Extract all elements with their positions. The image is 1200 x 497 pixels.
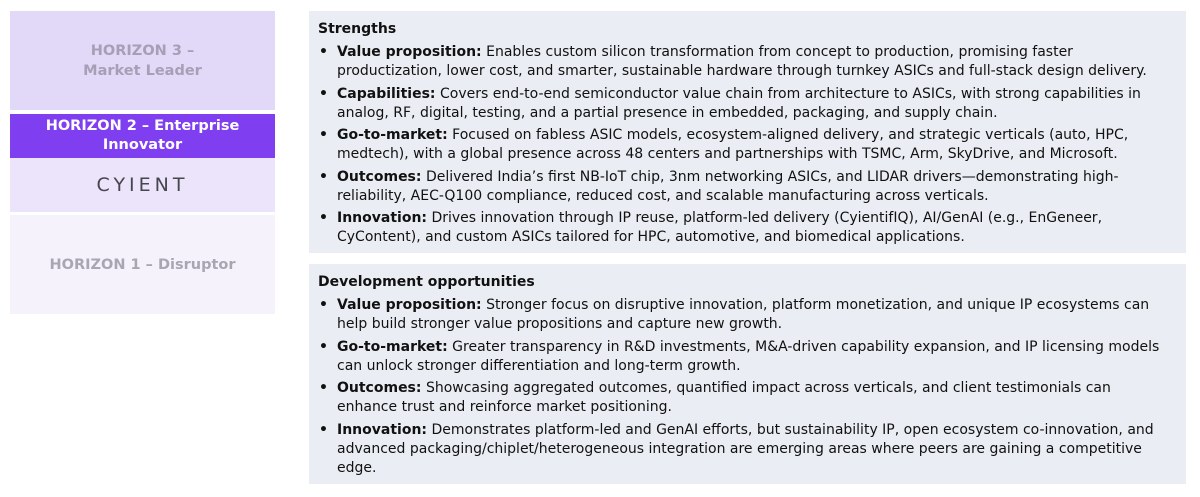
item-text: Drives innovation through IP reuse, platform-led delivery (CyientifIQ), AI/GenAI (e.g., EnGeneer, CyContent), and custom ASICs tailored for HPC, automotive, and biomedical applications. [337, 210, 1103, 245]
horizon-column [10, 11, 275, 314]
item-text: Greater transparency in R&D investments, M&A-driven capability expansion, and IP licensing models can unlock stronger differentiation and long-term growth. [337, 338, 1160, 374]
cyient-logo: CYIENT [10, 158, 275, 212]
item-label: Innovation: [337, 210, 428, 226]
horizon-3-block [10, 11, 275, 110]
item-label: Go-to-market: [337, 338, 448, 355]
list-item [318, 209, 1172, 247]
item-text: Enables custom silicon transformation from concept to production, promising faster productization, lower cost, and smarter, sustainable hardware through turnkey ASICs and full-stack design delivery. [337, 44, 1147, 79]
bullet-icon: • [319, 297, 328, 313]
list-item [318, 126, 1172, 164]
item-label: Capabilities: [337, 85, 436, 102]
strengths-title: Strengths [318, 21, 397, 37]
list-item [318, 85, 1172, 123]
strengths-panel [309, 11, 1186, 253]
list-item [318, 379, 1172, 417]
item-text: Focused on fabless ASIC models, ecosystem-aligned delivery, and strategic verticals (auto, HPC, medtech), with a global presence across 48 centers and partnerships with TSMC, Arm, SkyDrive, and Microsoft. [337, 127, 1129, 162]
item-text: Delivered India’s first NB-IoT chip, 3nm networking ASICs, and LIDAR drivers—demonstrating high-reliability, AEC-Q100 compliance, reduced cost, and scalable manufacturing across verticals. [337, 168, 1119, 204]
bullet-icon: • [319, 421, 328, 438]
horizon-3-line1: HORIZON 3 – [90, 42, 195, 59]
item-text: Stronger focus on disruptive innovation, platform monetization, and unique IP ecosystems can help build stronger value propositions and capture new growth. [337, 297, 1150, 332]
list-item [318, 421, 1172, 478]
bullet-icon: • [319, 380, 328, 396]
horizon-1-block [10, 215, 275, 314]
horizon-1-label: HORIZON 1 – Disruptor [49, 256, 236, 273]
item-label: Outcomes: [337, 168, 422, 185]
list-item [318, 168, 1172, 206]
bullet-icon: • [319, 85, 328, 102]
development-panel [309, 264, 1186, 484]
item-label: Value proposition: [337, 297, 482, 313]
item-label: Value proposition: [337, 44, 482, 60]
horizon-2-line2: Innovator [102, 137, 183, 153]
item-label: Outcomes: [337, 380, 422, 396]
bullet-icon: • [319, 168, 328, 185]
item-label: Go-to-market: [337, 127, 448, 143]
bullet-icon: • [319, 44, 328, 60]
horizon-3-line2: Market Leader [83, 62, 202, 79]
development-list [318, 296, 1172, 478]
item-label: Innovation: [337, 421, 428, 438]
item-text: Covers end-to-end semiconductor value chain from architecture to ASICs, with strong capabilities in analog, RF, digital, testing, and a partial presence in embedded, packaging, and supply chain. [337, 85, 1141, 121]
bullet-icon: • [319, 127, 328, 143]
bullet-icon: • [319, 210, 328, 226]
item-text: Demonstrates platform-led and GenAI efforts, but sustainability IP, open ecosystem co-innovation, and advanced packaging/chiplet/heterogeneous integration are emerging areas where peers are gaining a competitive edge. [337, 421, 1154, 476]
list-item [318, 43, 1172, 81]
bullet-icon: • [319, 338, 328, 355]
horizon-2-line1: HORIZON 2 – Enterprise [45, 118, 240, 134]
item-text: Showcasing aggregated outcomes, quantified impact across verticals, and client testimonials can enhance trust and reinforce market positioning. [337, 380, 1111, 415]
strengths-list [318, 43, 1172, 247]
list-item [318, 338, 1172, 376]
list-item [318, 296, 1172, 334]
development-title: Development opportunities [318, 274, 535, 290]
horizon-2-block [10, 114, 275, 158]
